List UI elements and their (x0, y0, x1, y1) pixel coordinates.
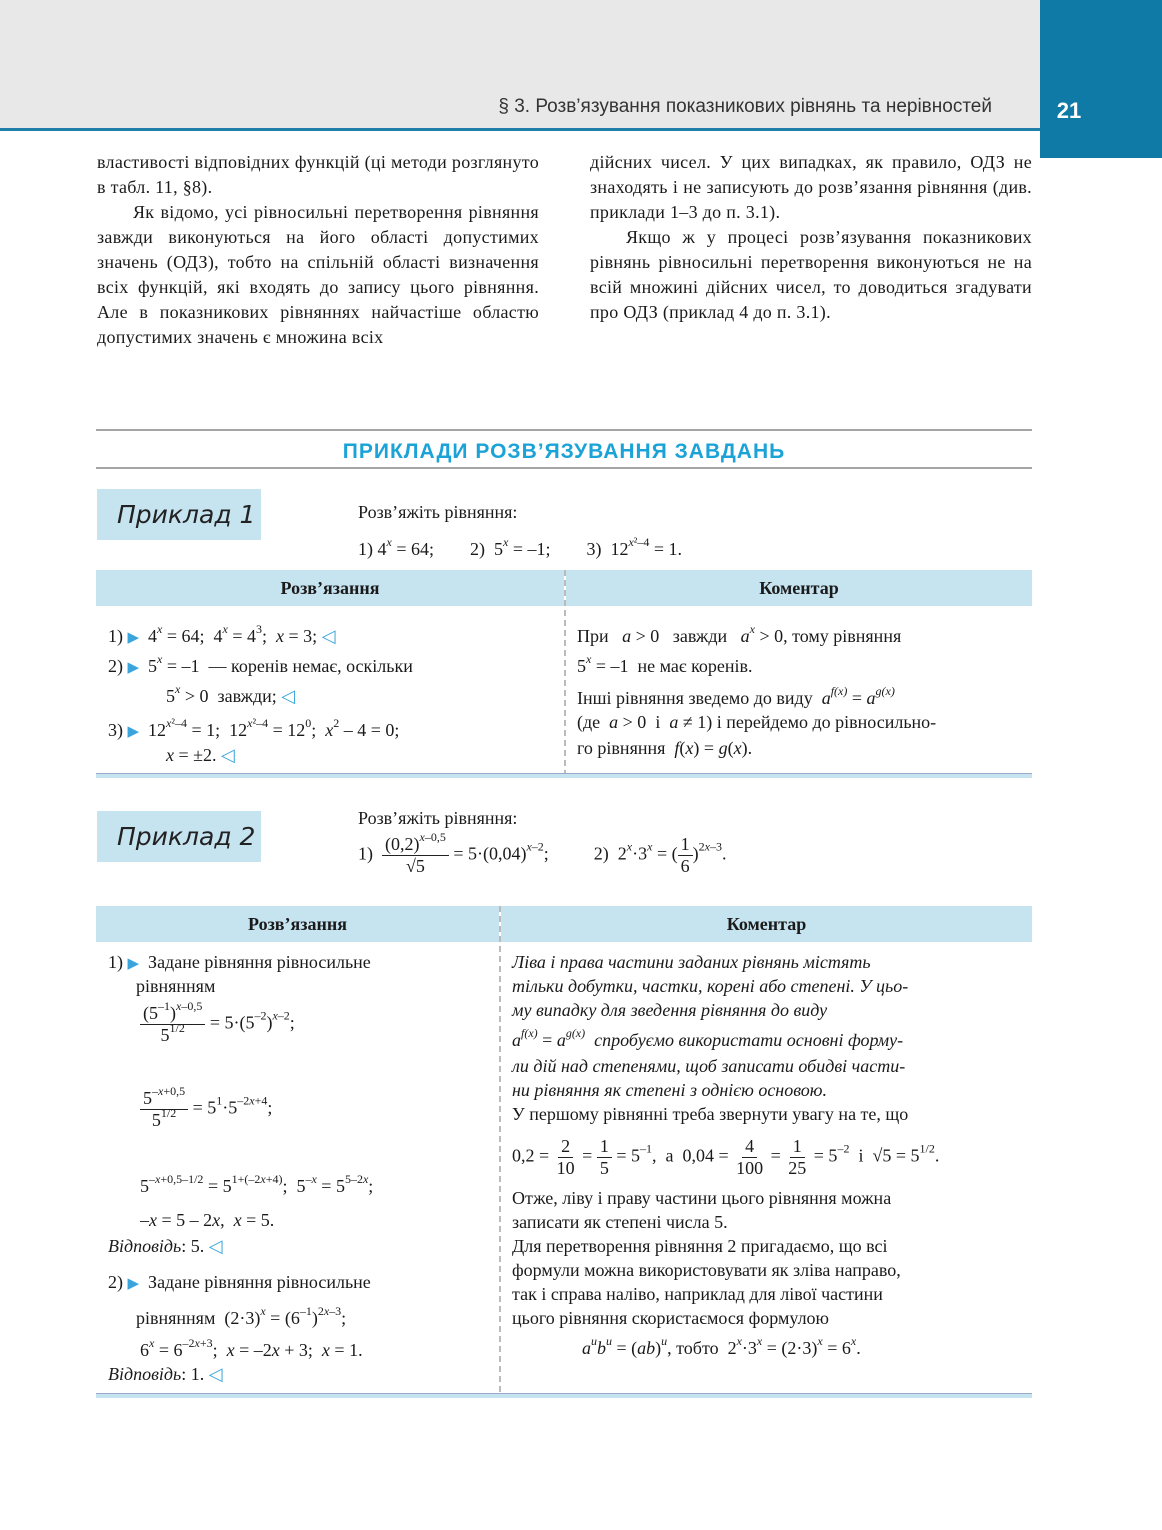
intro-right-p2: Якщо ж у процесі розв’язування показникових рівнянь рівносильні перетворення виконуються не на всій множині дійсних чисел, то доводиться згадувати про ОДЗ (приклад 4 до п. 3.1). (590, 227, 1032, 322)
example2-comment-11: формули можна використовувати як зліва направо, (512, 1260, 901, 1280)
example2-solution-1: 1) ▶ Задане рівняння рівносильне (108, 952, 371, 972)
answer-label: Відповідь (108, 1364, 182, 1384)
answer-value: : 1. (181, 1364, 205, 1384)
example1-c2a: Інші рівняння зведемо до виду (577, 688, 813, 708)
page-number-tab (1040, 0, 1162, 158)
example2-comment-5: ли дій над степенями, щоб записати обидві части- (512, 1056, 906, 1076)
example1-comment-header: Коментар (566, 570, 1032, 606)
example1-c2b: (де (577, 712, 601, 732)
example1-comment-1: При a > 0 завжди $a^x > 0$, тому рівняння (577, 622, 902, 646)
example2-comment-7: У першому рівнянні треба звернути увагу на те, що (512, 1104, 909, 1124)
example1-column-divider (564, 570, 566, 776)
example2-comment-9: записати як степені числа 5. (512, 1212, 728, 1232)
example1-c1b: завжди (672, 626, 728, 646)
example1-s2-text: — коренів немає, оскільки (208, 656, 413, 676)
example1-c2e: го рівняння (577, 738, 666, 758)
section-rule-top (96, 429, 1032, 431)
example1-task: Розв’яжіть рівняння: (358, 502, 518, 522)
example1-equations: 1) $4^x = 64$; 2) $5^x = -1$; 3) $12^{x^2-4} = 1$. (358, 535, 683, 559)
example2-comment-formula-2: $a^ub^u = (ab)^u$, тобто $2^x\cdot 3^x = (2\cdot 3)^x = 6^x$. (582, 1334, 861, 1358)
step-marker-icon: ▶ (127, 660, 140, 676)
example2-comment-4-text: спробуємо використати основні форму- (594, 1030, 904, 1050)
example2-solution-header: Розв’язання (96, 906, 499, 942)
example2-task: Розв’яжіть рівняння: (358, 808, 518, 828)
example1-c1d: не має коренів. (637, 656, 753, 676)
example2-comment-formulas: 0,2 = $\frac{2}{10}$ = $\frac{1}{5}$ = $5^{-1}$, а 0,04 = $\frac{4}{100}$ = $\frac{1}{25}$ = $5^{-2}$ і $√5 = 5^{1/2}$. (512, 1136, 940, 1178)
step-marker-icon: ▶ (127, 724, 140, 740)
example1-badge: Приклад 1 (97, 489, 261, 540)
example1-bottom-rule (96, 773, 1032, 778)
example2-solution-1-eq2: $\frac{5^{-x+0,5}}{5^{1/2}}$ = $5^1\cdot 5^{-2x+4}$; (140, 1088, 272, 1131)
intro-right-p1: дійсних чисел. У цих випадках, як правило, ОДЗ не знаходять і не записують до розв’язання рівняння (див. приклади 1–3 до п. 3.1). (590, 152, 1032, 222)
example1-comment-5: го рівняння f(x) = g(x). (577, 738, 753, 758)
example1-solution-3: 3) ▶ $12^{x^2-4} = 1$; $12^{x^2-4} = 12^0$; $x^2 - 4 = 0$; (108, 716, 400, 740)
header-rule (0, 128, 1040, 131)
example2-solution-2-eq1: рівнянням $(2\cdot 3)^x = (6^{-1})^{2x-3}$; (136, 1304, 347, 1328)
step-marker-icon: ▶ (127, 630, 140, 646)
example2-comment-i: і (858, 1145, 864, 1166)
end-marker-icon: ◁ (208, 1236, 223, 1256)
example1-solution-1: 1) ▶ $4^x = 64$; $4^x = 4^3$; x = 3; ◁ (108, 622, 336, 646)
intro-left-p2: Як відомо, усі рівносильні перетворення рівняння завжди виконуються на його області допустимих значень (ОДЗ), тобто на спільній області визначення всіх функцій, які входять до запису цього рівняння. Але в показникових рівняннях найчастіше областю допустимих значень є множина всіх (97, 202, 539, 347)
example1-comment-2: $5^x = -1$ не має коренів. (577, 652, 753, 676)
example2-s1-text2: рівнянням (136, 976, 216, 996)
example2-solution-2: 2) ▶ Задане рівняння рівносильне (108, 1272, 371, 1292)
example2-comment-3: му випадку для зведення рівняння до виду (512, 1000, 828, 1020)
example2-answer-1 (108, 1236, 223, 1257)
example1-solution-2: 2) ▶ $5^x = -1$ — коренів немає, оскільки (108, 652, 413, 676)
end-marker-icon: ◁ (208, 1364, 223, 1384)
example1-c1c: , тому рівняння (783, 626, 902, 646)
example2-column-divider (499, 906, 501, 1392)
running-header: § 3. Розв’язування показникових рівнянь та нерівностей (498, 96, 992, 117)
example2-comment-13: цього рівняння скористаємося формулою (512, 1308, 830, 1328)
section-title: ПРИКЛАДИ РОЗВ’ЯЗУВАННЯ ЗАВДАНЬ (342, 440, 786, 463)
example2-comment-12: так і справа наліво, наприклад для лівої частини (512, 1284, 883, 1304)
example2-badge: Приклад 2 (97, 811, 261, 862)
answer-label: Відповідь (108, 1236, 182, 1256)
example2-s1-text: Задане рівняння рівносильне (148, 952, 371, 972)
example2-s2-text2: рівнянням (136, 1308, 216, 1328)
example2-comment-2: тільки добутки, частки, корені або степені. У цьо- (512, 976, 909, 996)
example2-comment-and: а (665, 1145, 674, 1166)
intro-right-column (590, 150, 1032, 325)
example2-s2-text: Задане рівняння рівносильне (148, 1272, 371, 1292)
example2-comment-tobto: , тобто (667, 1338, 719, 1358)
example2-comment-4: $a^{f(x)} = a^{g(x)}$ спробуємо використати основні форму- (512, 1026, 904, 1050)
example1-c2d: ) і перейдемо до рівносильно- (706, 712, 937, 732)
example2-equations: 1) $\frac{(0,2)^{x-0,5}}{√5}$ = $5\cdot(0,04)^{x-2}$; 2) $2^x\cdot 3^x$ = ( $\frac{1}{6}$ )$^{2x-3}$. (358, 830, 727, 876)
example1-solution-header: Розв’язання (96, 570, 564, 606)
section-rule-bottom (96, 467, 1032, 469)
example1-s2-cont: завжди; (217, 686, 277, 706)
example2-bottom-rule (96, 1393, 1032, 1398)
example1-c2c: і (655, 712, 661, 732)
example2-comment-header: Коментар (501, 906, 1032, 942)
end-marker-icon: ◁ (321, 626, 336, 646)
step-marker-icon: ▶ (127, 1276, 140, 1292)
example2-comment-10: Для перетворення рівняння 2 пригадаємо, що всі (512, 1236, 888, 1256)
example1-c1a: При (577, 626, 609, 646)
end-marker-icon: ◁ (281, 686, 296, 706)
example2-solution-1-eq3: $5^{-x+0,5-1/2} = 5^{1+(-2x+4)}$; $5^{-x} = 5^{5-2x}$; (140, 1172, 374, 1196)
example2-comment-6: ни рівняння як степені з однією основою. (512, 1080, 827, 1100)
intro-left-column (97, 150, 539, 350)
example2-comment-8: Отже, ліву і праву частини цього рівняння можна (512, 1188, 892, 1208)
answer-value: : 5. (181, 1236, 205, 1256)
intro-left-p1: властивості відповідних функцій (ці методи розглянуто в табл. 11, §8). (97, 152, 539, 197)
page-number: 21 (1056, 98, 1082, 123)
example2-answer-2 (108, 1364, 223, 1385)
example1-solution-2-cont: $5^x > 0$ завжди; ◁ (166, 682, 296, 706)
example1-comment-4: (де a > 0 і a ≠ 1) і перейдемо до рівносильно- (577, 712, 937, 732)
example2-solution-1-eq4: –x = 5 – 2x, x = 5. (140, 1210, 275, 1230)
step-marker-icon: ▶ (127, 956, 140, 972)
example1-solution-3-cont: x = ±2. ◁ (166, 745, 235, 765)
end-marker-icon: ◁ (221, 745, 235, 765)
example1-comment-3: Інші рівняння зведемо до виду $a^{f(x)} = a^{g(x)}$ (577, 684, 895, 708)
example2-comment-1: Ліва і права частини заданих рівнянь містять (512, 952, 871, 972)
example2-solution-2-eq2: $6^x = 6^{-2x+3}$; x = –2x + 3; x = 1. (140, 1336, 363, 1360)
example2-solution-1-eq1: $\frac{(5^{-1})^{x-0,5}}{5^{1/2}}$ = $5\cdot(5^{-2})^{x-2}$; (140, 1003, 295, 1046)
